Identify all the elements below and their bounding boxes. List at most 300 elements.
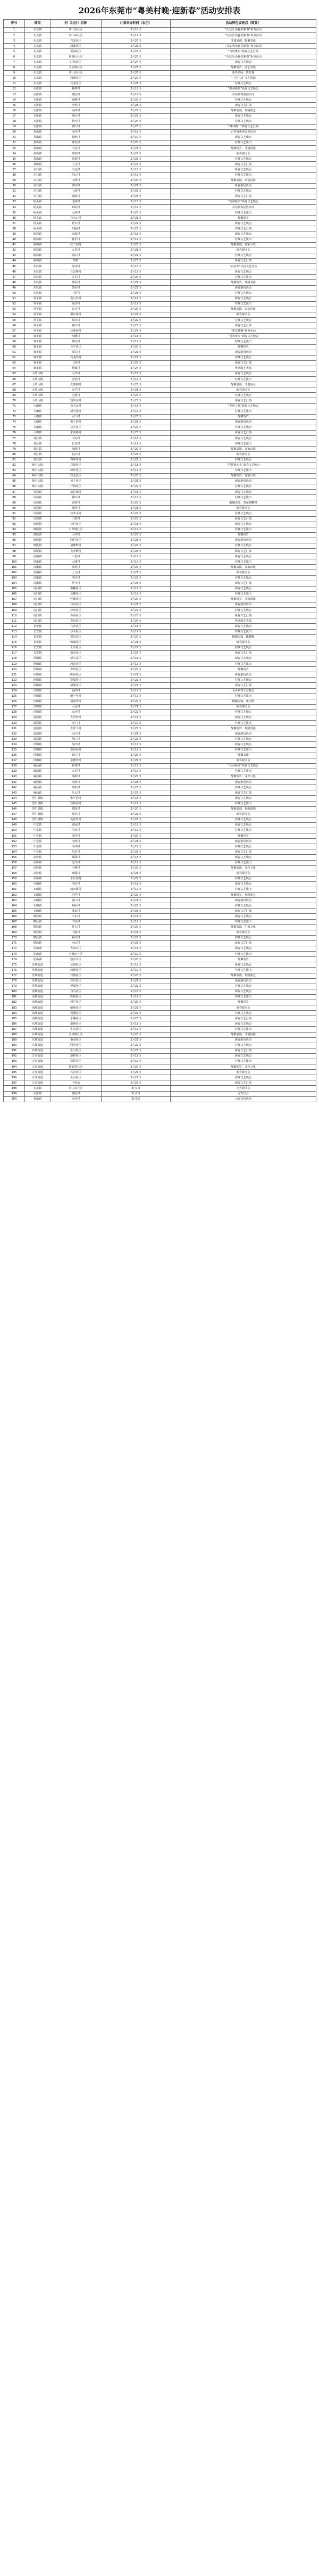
row-town: 凤岗镇 — [25, 490, 51, 495]
row-number: 50 — [4, 291, 25, 296]
row-activity: 醒狮表演、客家山歌 — [171, 242, 316, 247]
row-time: 2月21日 — [102, 812, 171, 817]
row-activity: 村晚文艺演出 — [171, 887, 316, 893]
row-number: 47 — [4, 275, 25, 280]
table-row — [4, 323, 316, 328]
table-row — [4, 903, 316, 909]
row-time: 2月20日 — [102, 957, 171, 962]
row-venue: 兴塘社区 — [51, 973, 102, 978]
row-activity: 新春文艺晚会 — [171, 742, 316, 747]
row-time: 2月22日 — [102, 393, 171, 398]
row-activity: 新春文艺汇演 — [171, 360, 316, 366]
row-activity: 新春游园会 — [171, 871, 316, 876]
row-time: 2月20日 — [102, 344, 171, 350]
row-town: 中堂镇 — [25, 839, 51, 844]
row-number: 60 — [4, 344, 25, 350]
row-town: 石排镇 — [25, 97, 51, 103]
row-number: 101 — [4, 565, 25, 570]
table-row — [4, 1064, 316, 1070]
table-row — [4, 731, 316, 737]
row-time: 2月18日 — [102, 403, 171, 409]
row-time: 2月20日 — [102, 865, 171, 871]
row-number: 4 — [4, 44, 25, 49]
table-row — [4, 221, 316, 226]
row-venue: 闸口村 — [51, 737, 102, 742]
row-number: 21 — [4, 135, 25, 140]
row-number: 78 — [4, 441, 25, 447]
row-time: 2月22日 — [102, 1043, 171, 1048]
row-town: 石碣镇 — [25, 887, 51, 893]
row-time: 2月19日 — [102, 339, 171, 344]
row-activity: 新春游园活动 — [171, 538, 316, 543]
table-row — [4, 930, 316, 935]
row-venue: 怀德社区 — [51, 597, 102, 602]
row-number: 6 — [4, 54, 25, 60]
row-activity: 新春文艺汇演 — [171, 431, 316, 436]
row-time: 2月24日 — [102, 162, 171, 167]
row-venue: 大塘朗村 — [51, 382, 102, 387]
row-activity: 村晚文艺晚会 — [171, 543, 316, 549]
row-town: 道滘镇 — [25, 731, 51, 737]
row-town: 常平镇 — [25, 323, 51, 328]
row-time: 2月21日 — [102, 183, 171, 188]
row-number: 163 — [4, 898, 25, 903]
row-venue: 田坑村 — [51, 919, 102, 924]
row-time: 2月19日 — [102, 693, 171, 699]
row-time: 2月18日 — [102, 296, 171, 301]
row-venue: 霞朗村 — [51, 194, 102, 199]
row-time: 2月24日 — [102, 119, 171, 124]
row-number: 175 — [4, 962, 25, 968]
row-activity: 醒狮贺岁、粤剧曲艺 — [171, 893, 316, 898]
table-row — [4, 699, 316, 704]
row-activity: 村晚文艺演出 — [171, 693, 316, 699]
row-venue: 田美村 — [51, 436, 102, 441]
table-row — [4, 634, 316, 640]
row-venue: 大龙村 — [51, 247, 102, 253]
row-number: 149 — [4, 822, 25, 828]
table-row — [4, 457, 316, 463]
row-town: 麻涌镇 — [25, 790, 51, 796]
row-number: 11 — [4, 81, 25, 86]
row-town: 石碣镇 — [25, 903, 51, 909]
table-row — [4, 822, 316, 828]
row-town: 石碣镇 — [25, 909, 51, 914]
row-venue: 四甲村 — [51, 893, 102, 898]
row-venue: 塘角村 — [51, 140, 102, 145]
row-activity: 新春游园会 — [171, 570, 316, 575]
row-time: 2月22日 — [102, 151, 171, 156]
row-activity: 村晚文艺晚会 — [171, 457, 316, 463]
row-town: 南城街道 — [25, 1011, 51, 1016]
row-activity: 村晚文艺晚会 — [171, 709, 316, 715]
row-activity: 村晚文艺演出 — [171, 468, 316, 473]
row-activity: 醒狮贺岁、非遗展演 — [171, 146, 316, 151]
row-time: 2月19日 — [102, 468, 171, 473]
row-venue: 下江城村 — [51, 876, 102, 881]
row-town: 大朗镇 — [25, 403, 51, 409]
row-town: 东坑镇 — [25, 285, 51, 291]
row-number: 172 — [4, 946, 25, 952]
row-number: 161 — [4, 887, 25, 893]
table-row — [4, 334, 316, 339]
row-time: 2月22日 — [102, 678, 171, 683]
row-activity: 村晚文艺演出 — [171, 172, 316, 178]
row-time: 2月20日 — [102, 307, 171, 312]
table-row — [4, 1032, 316, 1037]
row-town: 茶山镇 — [25, 146, 51, 151]
row-activity: 醒狮贺岁、曲艺表演 — [171, 65, 316, 70]
row-town: 东城街道 — [25, 1021, 51, 1027]
row-town: 塘厦镇 — [25, 549, 51, 554]
row-venue: 燕窝村 — [51, 87, 102, 92]
row-activity: “香市寮步”新春文艺晚会 — [171, 334, 316, 339]
row-activity: 村晚文艺演出 — [171, 629, 316, 634]
row-time: 2月22日 — [102, 253, 171, 258]
table-row — [4, 747, 316, 753]
table-row — [4, 962, 316, 968]
row-number: 183 — [4, 1005, 25, 1011]
row-number: 178 — [4, 978, 25, 984]
row-number: 102 — [4, 570, 25, 575]
row-time: 2月19日 — [102, 301, 171, 307]
row-town: 沙田镇 — [25, 709, 51, 715]
row-activity: 村晚文艺演出 — [171, 860, 316, 865]
row-number: 37 — [4, 221, 25, 226]
row-activity: 村晚文艺演出 — [171, 1059, 316, 1064]
row-time: 2月20日 — [102, 382, 171, 387]
row-town: 大岭山镇 — [25, 382, 51, 387]
table-row — [4, 683, 316, 688]
table-row — [4, 1000, 316, 1005]
row-number: 46 — [4, 269, 25, 275]
row-activity: 新春游园活动 — [171, 898, 316, 903]
row-town: 桥头镇 — [25, 205, 51, 210]
row-time: 2月20日 — [102, 699, 171, 704]
row-venue: 官仓社区 — [51, 473, 102, 478]
row-activity: 新春文艺晚会 — [171, 586, 316, 591]
row-town: 桥头镇 — [25, 221, 51, 226]
row-number: 88 — [4, 495, 25, 500]
row-number: 63 — [4, 360, 25, 366]
row-activity: 新春文艺汇演 — [171, 683, 316, 688]
table-row — [4, 328, 316, 334]
table-row — [4, 737, 316, 742]
row-activity: 新春游园会 — [171, 1005, 316, 1011]
table-row — [4, 409, 316, 414]
row-activity: 新春游园会 — [171, 387, 316, 393]
row-time: 2月24日 — [102, 366, 171, 371]
row-venue: 沙角村 — [51, 103, 102, 108]
row-town: 樟木头镇 — [25, 473, 51, 478]
row-venue: 新和社区 — [51, 1053, 102, 1059]
row-town: 石排镇 — [25, 108, 51, 113]
row-town: 凤岗镇 — [25, 506, 51, 511]
row-activity: 新春文艺晚会 — [171, 1021, 316, 1027]
row-venue: 槎滘村 — [51, 833, 102, 839]
row-activity: 醒狮表演、客家山歌 — [171, 565, 316, 570]
row-town: 黄江镇 — [25, 447, 51, 452]
row-town: 谢岗镇 — [25, 242, 51, 247]
row-venue: 北隅社区 — [51, 962, 102, 968]
row-time: 2月27日 — [102, 76, 171, 81]
row-number: 143 — [4, 790, 25, 796]
table-row — [4, 264, 316, 269]
row-town: 望牛墩镇 — [25, 817, 51, 822]
row-activity: 村晚文艺晚会 — [171, 156, 316, 162]
row-town: 松山湖 — [25, 957, 51, 962]
row-time: 2月22日 — [102, 785, 171, 790]
row-number: 168 — [4, 924, 25, 930]
row-venue: 新城区社区 — [51, 54, 102, 60]
row-activity: 村晚文艺晚会 — [171, 737, 316, 742]
row-number: 115 — [4, 640, 25, 645]
row-activity: 醒狮表演 — [171, 753, 316, 758]
row-time: 2月18日 — [102, 656, 171, 661]
row-time: 2月23日 — [102, 259, 171, 264]
row-venue: 寮厦社区 — [51, 678, 102, 683]
row-number: 98 — [4, 549, 25, 554]
row-activity: 新春文艺汇演 — [171, 323, 316, 328]
row-activity: 醒狮贺岁、龙舟文化 — [171, 774, 316, 780]
table-row — [4, 44, 316, 49]
row-number: 185 — [4, 1016, 25, 1021]
row-venue: 阇西村 — [51, 688, 102, 693]
row-number: 49 — [4, 285, 25, 291]
table-row — [4, 774, 316, 780]
row-time: 2月19日 — [102, 33, 171, 38]
row-number: 133 — [4, 737, 25, 742]
table-row — [4, 672, 316, 678]
row-time: 2月19日 — [102, 441, 171, 447]
table-row — [4, 1043, 316, 1048]
row-number: 41 — [4, 242, 25, 247]
row-town: 寮步镇 — [25, 339, 51, 344]
row-time: 2月23日 — [102, 683, 171, 688]
row-town: 寮步镇 — [25, 360, 51, 366]
row-time: 2月23日 — [102, 398, 171, 403]
row-town: 寮步镇 — [25, 366, 51, 371]
row-activity: 新春文艺晚会 — [171, 490, 316, 495]
row-time: 2月25日 — [102, 124, 171, 129]
table-body — [4, 28, 316, 1102]
row-town: 塘厦镇 — [25, 522, 51, 527]
table-row — [4, 108, 316, 113]
row-town: 茶山镇 — [25, 129, 51, 135]
row-time: 2月19日 — [102, 887, 171, 893]
row-venue: 铁岗村 — [51, 183, 102, 188]
row-number: 9 — [4, 70, 25, 76]
table-row — [4, 366, 316, 371]
row-town: 樟木头镇 — [25, 478, 51, 484]
row-activity: 醒狮贺岁 — [171, 1000, 316, 1005]
row-time: 2月18日 — [102, 1021, 171, 1027]
row-activity: 村晚文艺晚会 — [171, 484, 316, 489]
row-time: 2月18日 — [102, 436, 171, 441]
row-activity: 新春文艺晚会 — [171, 855, 316, 860]
table-row — [4, 1005, 316, 1011]
table-row — [4, 124, 316, 129]
table-row — [4, 275, 316, 280]
table-row — [4, 1075, 316, 1080]
row-time: 3月3日 — [102, 1096, 171, 1102]
row-town: 高埗镇 — [25, 860, 51, 865]
row-activity: 村晚文艺晚会 — [171, 984, 316, 989]
row-town: 凤岗镇 — [25, 495, 51, 500]
table-row — [4, 81, 316, 86]
row-time: 2月19日 — [102, 994, 171, 1000]
header-activity: 活动特色或亮点（简要） — [171, 20, 316, 28]
row-venue: 红海社区 — [51, 60, 102, 65]
row-number: 2 — [4, 33, 25, 38]
row-town: 望牛墩镇 — [25, 796, 51, 801]
row-time: 2月22日 — [102, 709, 171, 715]
row-activity: 新春游园会 — [171, 1070, 316, 1075]
row-time: 2月18日 — [102, 264, 171, 269]
table-row — [4, 790, 316, 796]
row-town: 长安镇 — [25, 645, 51, 650]
row-number: 29 — [4, 178, 25, 183]
row-time: 2月20日 — [102, 210, 171, 216]
row-time: 2月22日 — [102, 457, 171, 463]
table-row — [4, 129, 316, 135]
row-venue: 黄洲社区 — [51, 49, 102, 54]
row-town: 高埗镇 — [25, 871, 51, 876]
row-town: 桥头镇 — [25, 210, 51, 216]
row-venue: 锦厦社区 — [51, 640, 102, 645]
row-number: 80 — [4, 452, 25, 457]
row-town: 茶山镇 — [25, 1096, 51, 1102]
row-number: 173 — [4, 952, 25, 957]
row-activity: 新春游园会 — [171, 151, 316, 156]
row-town: 麻涌镇 — [25, 780, 51, 785]
row-activity: 村晚文艺晚会 — [171, 1043, 316, 1048]
table-row — [4, 586, 316, 591]
table-row — [4, 431, 316, 436]
row-venue: 南栅社区 — [51, 586, 102, 591]
row-town: 石龙镇 — [25, 54, 51, 60]
row-venue: 元岭村 — [51, 393, 102, 398]
row-number: 152 — [4, 839, 25, 844]
row-town: 石排镇 — [25, 119, 51, 124]
row-venue: 山厦村 — [51, 930, 102, 935]
row-activity: 元宵灯会 — [171, 1091, 316, 1096]
row-time: 2月23日 — [102, 291, 171, 296]
row-venue: 霄边社区 — [51, 634, 102, 640]
row-number: 16 — [4, 108, 25, 113]
row-activity: 村晚文艺演出 — [171, 441, 316, 447]
row-activity: “石龙乐活趣·贺新春”系列活动 — [171, 54, 316, 60]
row-town: 虎门镇 — [25, 618, 51, 624]
row-number: 40 — [4, 237, 25, 242]
row-activity: 新春文艺晚会 — [171, 269, 316, 275]
row-activity: 村晚文艺演出 — [171, 409, 316, 414]
table-row — [4, 156, 316, 162]
row-venue: 鸡啼岗村 — [51, 457, 102, 463]
row-activity: 新春文艺晚会 — [171, 221, 316, 226]
row-activity: “石龙乐活趣·贺新春”系列活动 — [171, 33, 316, 38]
row-town: 樟木头镇 — [25, 484, 51, 489]
row-time: 2月22日 — [102, 817, 171, 822]
row-time: 2月21日 — [102, 1005, 171, 1011]
row-town: 东坑镇 — [25, 275, 51, 280]
row-number: 196 — [4, 1075, 25, 1080]
row-number: 165 — [4, 909, 25, 914]
row-activity: 新春文艺汇演 — [171, 398, 316, 403]
row-activity: 新春文艺晚会 — [171, 796, 316, 801]
row-time: 2月21日 — [102, 1037, 171, 1043]
row-time: 2月20日 — [102, 833, 171, 839]
row-town: 石排镇 — [25, 113, 51, 119]
table-row — [4, 151, 316, 156]
row-time: 2月21日 — [102, 570, 171, 575]
row-town: 清溪镇 — [25, 570, 51, 575]
row-activity: 水乡新春文艺晚会 — [171, 688, 316, 693]
table-row — [4, 350, 316, 355]
row-time: 2月19日 — [102, 769, 171, 774]
row-town: 石龙镇 — [25, 28, 51, 33]
row-venue: 义沙村 — [51, 709, 102, 715]
row-town: 长安镇 — [25, 629, 51, 634]
row-time: 2月23日 — [102, 516, 171, 522]
row-venue: 还珠沥村 — [51, 328, 102, 334]
row-time: 2月21日 — [102, 758, 171, 763]
row-venue: 斗朗村 — [51, 839, 102, 844]
table-row — [4, 812, 316, 817]
row-activity: 村晚文艺晚会 — [171, 903, 316, 909]
row-town: 常平镇 — [25, 301, 51, 307]
row-venue: 洪屋涡村 — [51, 747, 102, 753]
row-time: 2月21日 — [102, 672, 171, 678]
row-activity: 新春文艺晚会 — [171, 113, 316, 119]
row-activity: 醒狮贺岁 — [171, 414, 316, 419]
row-activity: 村晚文艺演出 — [171, 210, 316, 216]
table-row — [4, 839, 316, 844]
row-town: 东城街道 — [25, 1027, 51, 1032]
header-venue: 村（社区）名称 — [51, 20, 102, 28]
row-town: 道滘镇 — [25, 726, 51, 731]
row-number: 91 — [4, 511, 25, 516]
table-row — [4, 667, 316, 672]
table-row — [4, 162, 316, 167]
table-row — [4, 640, 316, 645]
row-venue: 坑美村 — [51, 275, 102, 280]
row-town: 茶山镇 — [25, 135, 51, 140]
row-venue: 岭厦村 — [51, 366, 102, 371]
row-number: 38 — [4, 226, 25, 232]
row-time: 2月22日 — [102, 575, 171, 581]
row-number: 65 — [4, 371, 25, 377]
row-activity: 醒狮表演、民俗巡游 — [171, 307, 316, 312]
row-number: 121 — [4, 672, 25, 678]
row-venue: 稔子园村 — [51, 242, 102, 247]
row-activity: 村晚文艺晚会 — [171, 97, 316, 103]
row-number: 117 — [4, 650, 25, 656]
row-activity: 新春文艺晚会 — [171, 624, 316, 629]
row-venue: 白沙社区 — [51, 602, 102, 608]
row-town: 石龙镇 — [25, 38, 51, 44]
row-number: 74 — [4, 419, 25, 425]
row-town: 高埗镇 — [25, 876, 51, 881]
row-activity: 村晚文艺晚会 — [171, 511, 316, 516]
row-time: 2月21日 — [102, 704, 171, 709]
row-activity: 新春文艺晚会 — [171, 822, 316, 828]
row-town: 谢岗镇 — [25, 253, 51, 258]
row-venue: 官井头村 — [51, 511, 102, 516]
row-town: 中堂镇 — [25, 822, 51, 828]
row-time: 2月21日 — [102, 312, 171, 317]
table-row — [4, 318, 316, 323]
